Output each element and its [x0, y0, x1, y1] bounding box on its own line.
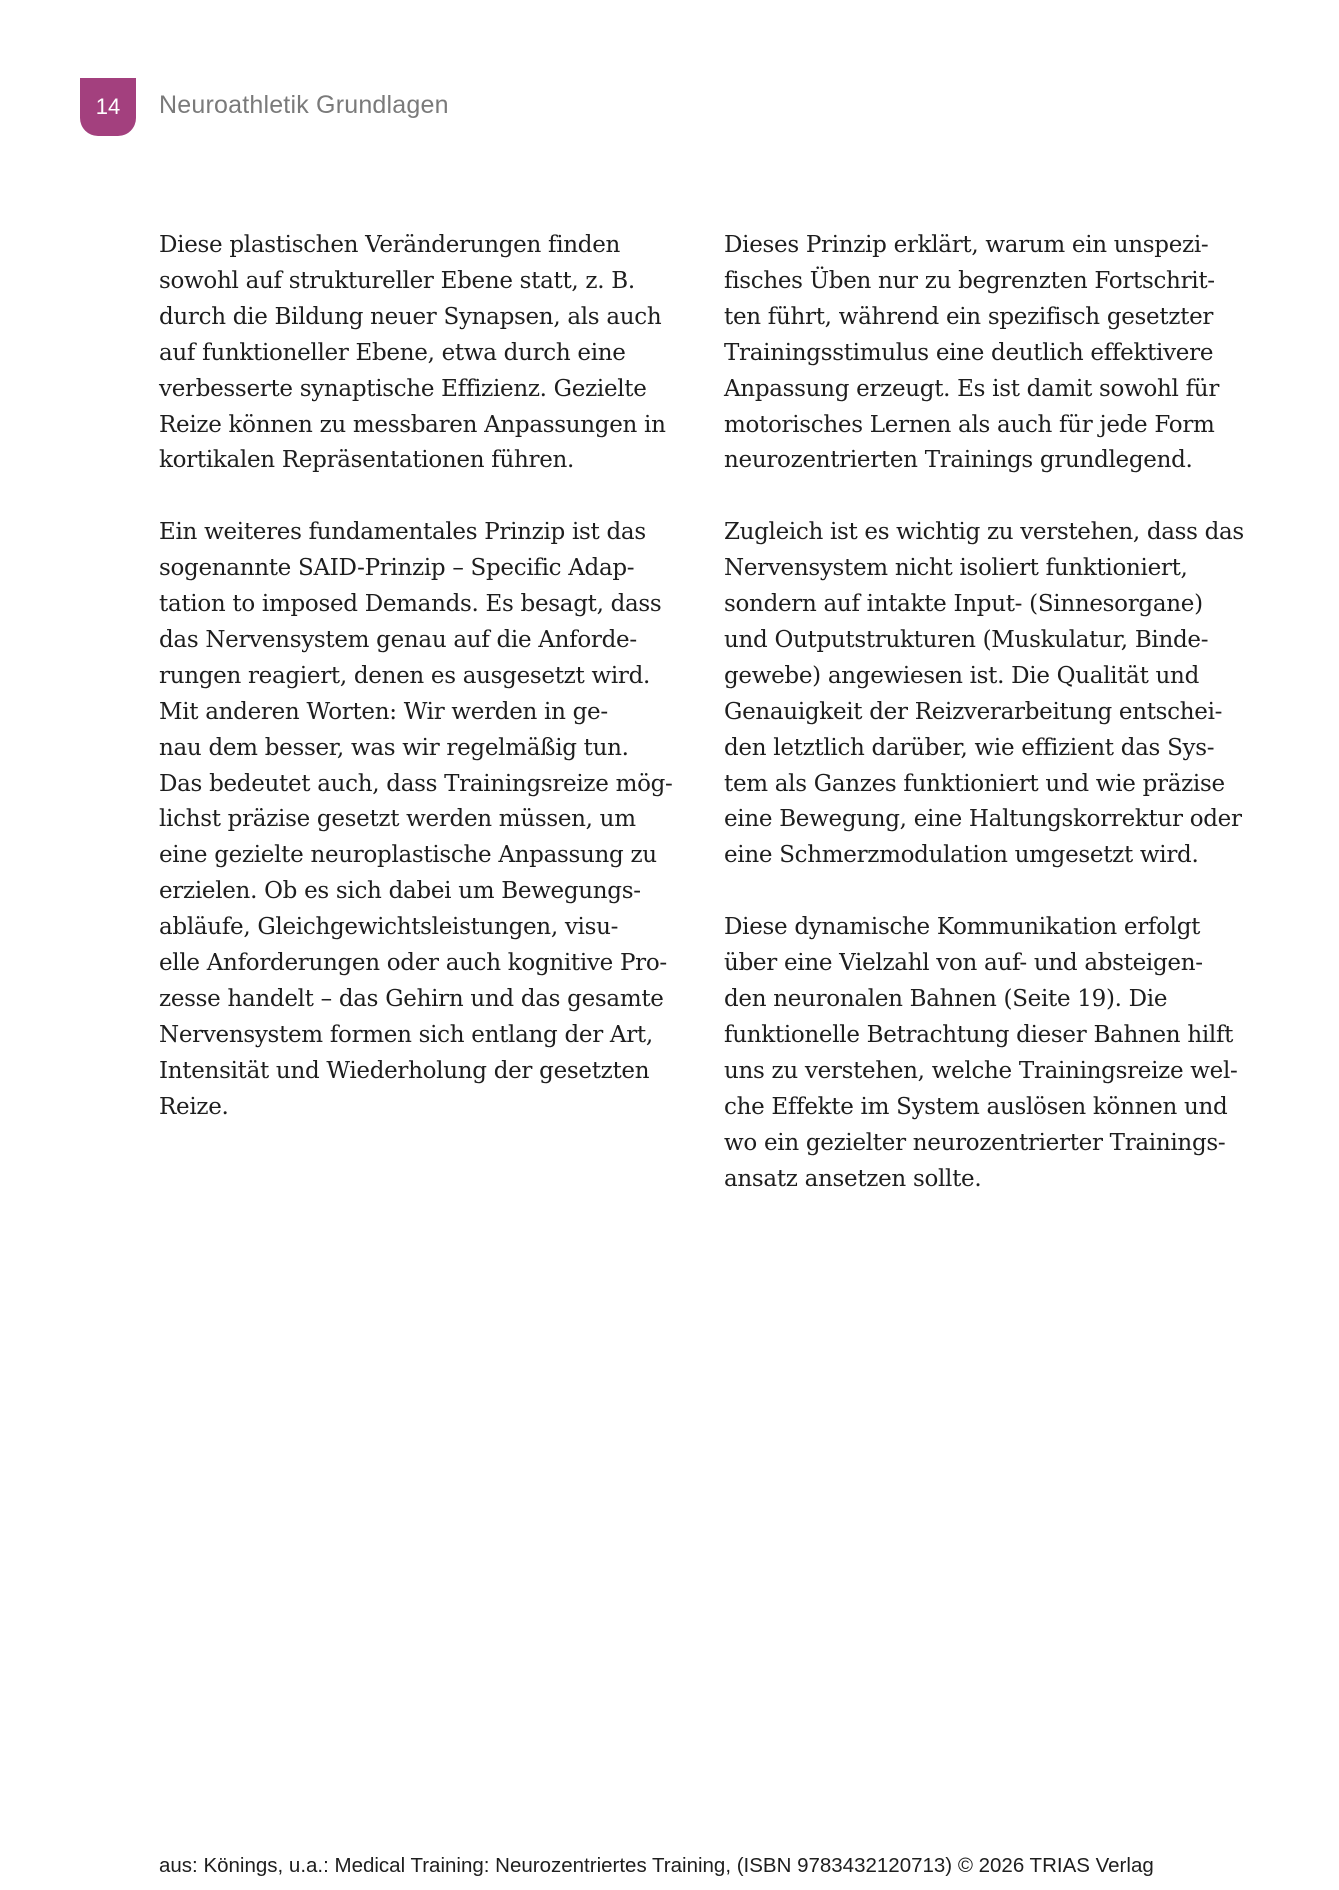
text-line: eine gezielte neuroplastische Anpassung zu: [159, 842, 657, 869]
text-column-left: [159, 228, 679, 1162]
page-number-badge: [80, 78, 136, 136]
text-line: sowohl auf struktureller Ebene statt, z. B.: [159, 267, 635, 294]
text-line: tem als Ganzes funktioniert und wie präzise: [724, 770, 1225, 797]
text-line: und Outputstrukturen (Muskulatur, Binde-: [724, 626, 1209, 653]
source-footer: aus: Könings, u.a.: Medical Training: Neurozentriertes Training, (ISBN 9783432120713) © 2026 TRIAS Verlag: [159, 1854, 1154, 1877]
text-line: Reize können zu messbaren Anpassungen in: [159, 411, 666, 438]
text-line: gewebe) angewiesen ist. Die Qualität und: [724, 662, 1199, 689]
text-column-right: [724, 228, 1244, 1233]
page-number: 14: [95, 94, 121, 119]
text-line: zesse handelt – das Gehirn und das gesamte: [159, 986, 664, 1013]
paragraph: [724, 910, 1244, 1197]
text-line: ten führt, während ein spezifisch gesetzter: [724, 303, 1214, 330]
text-line: erzielen. Ob es sich dabei um Bewegungs-: [159, 878, 641, 905]
text-line: lichst präzise gesetzt werden müssen, um: [159, 806, 636, 833]
text-line: Diese plastischen Veränderungen finden: [159, 232, 621, 258]
text-line: Zugleich ist es wichtig zu verstehen, dass das: [724, 519, 1244, 546]
text-line: sogenannte SAID-Prinzip – Specific Adap-: [159, 555, 635, 582]
text-line: elle Anforderungen oder auch kognitive Pro-: [159, 950, 667, 977]
text-line: rungen reagiert, denen es ausgesetzt wird.: [159, 662, 651, 689]
text-line: den neuronalen Bahnen (Seite 19). Die: [724, 986, 1168, 1012]
text-line: eine Bewegung, eine Haltungskorrektur oder: [724, 806, 1242, 833]
text-line: verbesserte synaptische Effizienz. Gezielte: [159, 375, 647, 402]
text-line: Anpassung erzeugt. Es ist damit sowohl für: [724, 375, 1220, 402]
paragraph: [724, 515, 1244, 874]
text-line: den letztlich darüber, wie effizient das Sys-: [724, 734, 1215, 761]
paragraph: [159, 228, 679, 479]
text-line: Diese dynamische Kommunikation erfolgt: [724, 914, 1201, 941]
text-line: tation to imposed Demands. Es besagt, dass: [159, 591, 662, 618]
text-line: Trainingsstimulus eine deutlich effektivere: [724, 339, 1214, 366]
text-line: das Nervensystem genau auf die Anforde-: [159, 626, 637, 653]
text-line: über eine Vielzahl von auf- und absteigen-: [724, 950, 1203, 977]
text-line: eine Schmerzmodulation umgesetzt wird.: [724, 842, 1199, 869]
text-line: Das bedeutet auch, dass Trainingsreize mög-: [159, 770, 673, 797]
text-line: Ein weiteres fundamentales Prinzip ist das: [159, 519, 646, 546]
text-line: auf funktioneller Ebene, etwa durch eine: [159, 339, 626, 366]
text-line: motorisches Lernen als auch für jede Form: [724, 411, 1215, 438]
text-line: uns zu verstehen, welche Trainingsreize wel-: [724, 1057, 1238, 1084]
text-line: fisches Üben nur zu begrenzten Fortschrit-: [724, 267, 1215, 294]
text-line: neurozentrierten Trainings grundlegend.: [724, 447, 1193, 474]
text-line: Nervensystem formen sich entlang der Art,: [159, 1021, 653, 1048]
text-line: nau dem besser, was wir regelmäßig tun.: [159, 734, 629, 761]
paragraph: [724, 228, 1244, 479]
text-line: che Effekte im System auslösen können und: [724, 1093, 1228, 1120]
text-line: Genauigkeit der Reizverarbeitung entschei-: [724, 698, 1223, 725]
running-head: Neuroathletik Grundlagen: [159, 91, 449, 119]
text-line: funktionelle Betrachtung dieser Bahnen hilft: [724, 1021, 1234, 1048]
text-line: ansatz ansetzen sollte.: [724, 1165, 982, 1192]
paragraph: [159, 515, 679, 1125]
text-line: Intensität und Wiederholung der gesetzten: [159, 1057, 650, 1084]
text-line: Mit anderen Worten: Wir werden in ge-: [159, 698, 608, 725]
text-line: durch die Bildung neuer Synapsen, als auch: [159, 303, 662, 330]
text-line: Nervensystem nicht isoliert funktioniert,: [724, 555, 1188, 582]
text-line: Dieses Prinzip erklärt, warum ein unspezi-: [724, 232, 1209, 258]
text-line: sondern auf intakte Input- (Sinnesorgane): [724, 591, 1203, 618]
text-line: kortikalen Repräsentationen führen.: [159, 447, 575, 474]
text-line: Reize.: [159, 1093, 229, 1120]
text-line: wo ein gezielter neurozentrierter Trainings-: [724, 1129, 1226, 1156]
text-line: abläufe, Gleichgewichtsleistungen, visu-: [159, 914, 619, 941]
